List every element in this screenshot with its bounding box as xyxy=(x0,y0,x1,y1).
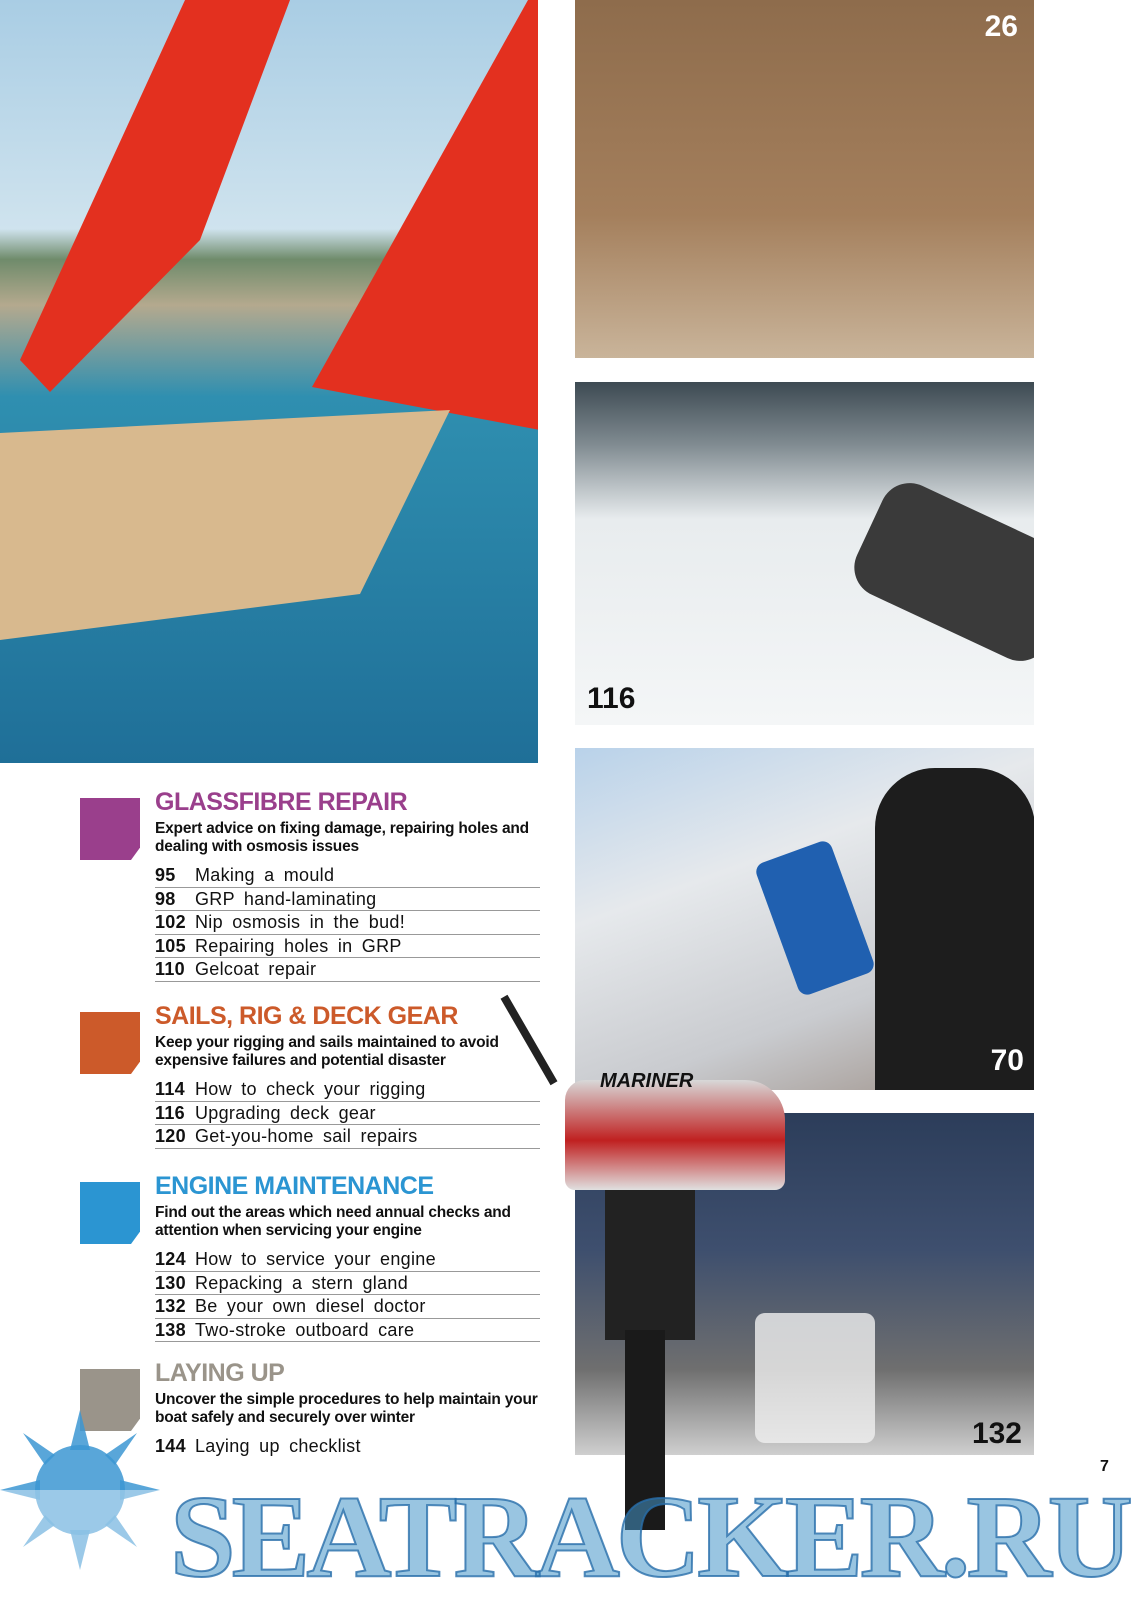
entry-title: Laying up checklist xyxy=(195,1436,361,1456)
watermark-text: SEATRACKER.RU xyxy=(170,1471,1129,1602)
contents-entry[interactable] xyxy=(155,1319,540,1343)
entry-title: GRP hand-laminating xyxy=(195,888,377,909)
entry-page-number: 124 xyxy=(155,1249,186,1269)
entry-title: Repacking a stern gland xyxy=(195,1272,409,1293)
section-description: Expert advice on fixing damage, repairing holes and dealing with osmosis issues xyxy=(155,820,529,855)
contents-entry[interactable] xyxy=(155,1102,540,1126)
entry-page-number: 144 xyxy=(155,1436,186,1456)
contents-entry[interactable] xyxy=(155,864,540,888)
entry-page-number: 98 xyxy=(155,888,176,909)
section-description: Find out the areas which need annual checks and attention when servicing your engine xyxy=(155,1204,511,1239)
entry-page-number: 138 xyxy=(155,1319,186,1340)
entry-title: How to service your engine xyxy=(195,1249,436,1269)
contents-entry[interactable] xyxy=(155,958,540,982)
photo-page-number: 132 xyxy=(971,1417,1022,1450)
entry-title: Upgrading deck gear xyxy=(195,1102,376,1123)
photo-page-number: 26 xyxy=(984,10,1018,43)
contents-entry[interactable] xyxy=(155,888,540,912)
entry-page-number: 105 xyxy=(155,935,186,956)
entry-title: Making a mould xyxy=(195,865,335,885)
contents-entry[interactable] xyxy=(155,1125,540,1149)
entry-page-number: 132 xyxy=(155,1296,186,1316)
section-description: Keep your rigging and sails maintained to avoid expensive failures and potential disaster xyxy=(155,1034,499,1069)
entry-page-number: 95 xyxy=(155,865,176,885)
section-title: LAYING UP xyxy=(155,1359,285,1387)
contents-entry[interactable] xyxy=(155,1272,540,1296)
deck-gear-photo xyxy=(575,382,1034,725)
entry-page-number: 116 xyxy=(155,1102,185,1123)
entry-page-number: 120 xyxy=(155,1126,186,1146)
section-description: Uncover the simple procedures to help maintain your boat safely and securely over winter xyxy=(155,1391,538,1426)
entry-title: How to check your rigging xyxy=(195,1079,426,1099)
section-title: SAILS, RIG & DECK GEAR xyxy=(155,1002,458,1030)
entry-title: Get-you-home sail repairs xyxy=(195,1126,418,1146)
entry-title: Repairing holes in GRP xyxy=(195,935,402,956)
sun-icon xyxy=(0,1410,170,1600)
contents-section xyxy=(80,788,540,982)
entry-title: Be your own diesel doctor xyxy=(195,1296,426,1316)
entry-title: Gelcoat repair xyxy=(195,959,317,979)
photo-page-number: 116 xyxy=(587,682,636,715)
contents-entry[interactable] xyxy=(155,1078,540,1102)
adhesives-photo xyxy=(575,0,1034,358)
motor-brand-label: MARINER xyxy=(600,1070,694,1092)
contents-entry[interactable] xyxy=(155,1295,540,1319)
entry-page-number: 114 xyxy=(155,1079,185,1099)
entry-title: Nip osmosis in the bud! xyxy=(195,912,405,932)
contents-section xyxy=(80,1002,540,1149)
section-color-block xyxy=(80,798,140,860)
entry-title: Two-stroke outboard care xyxy=(195,1319,415,1340)
section-color-block xyxy=(80,1182,140,1244)
section-title: ENGINE MAINTENANCE xyxy=(155,1172,434,1200)
contents-entry[interactable] xyxy=(155,1248,540,1272)
photo-page-number: 70 xyxy=(990,1044,1024,1077)
sailing-yacht-photo xyxy=(0,0,538,763)
page-number: 7 xyxy=(1100,1458,1109,1475)
entry-page-number: 110 xyxy=(155,959,185,979)
section-title: GLASSFIBRE REPAIR xyxy=(155,788,408,816)
section-color-block xyxy=(80,1012,140,1074)
entry-page-number: 102 xyxy=(155,912,186,932)
contents-entry[interactable] xyxy=(155,935,540,959)
contents-section xyxy=(80,1172,540,1342)
contents-entry[interactable] xyxy=(155,911,540,935)
entry-page-number: 130 xyxy=(155,1272,186,1293)
